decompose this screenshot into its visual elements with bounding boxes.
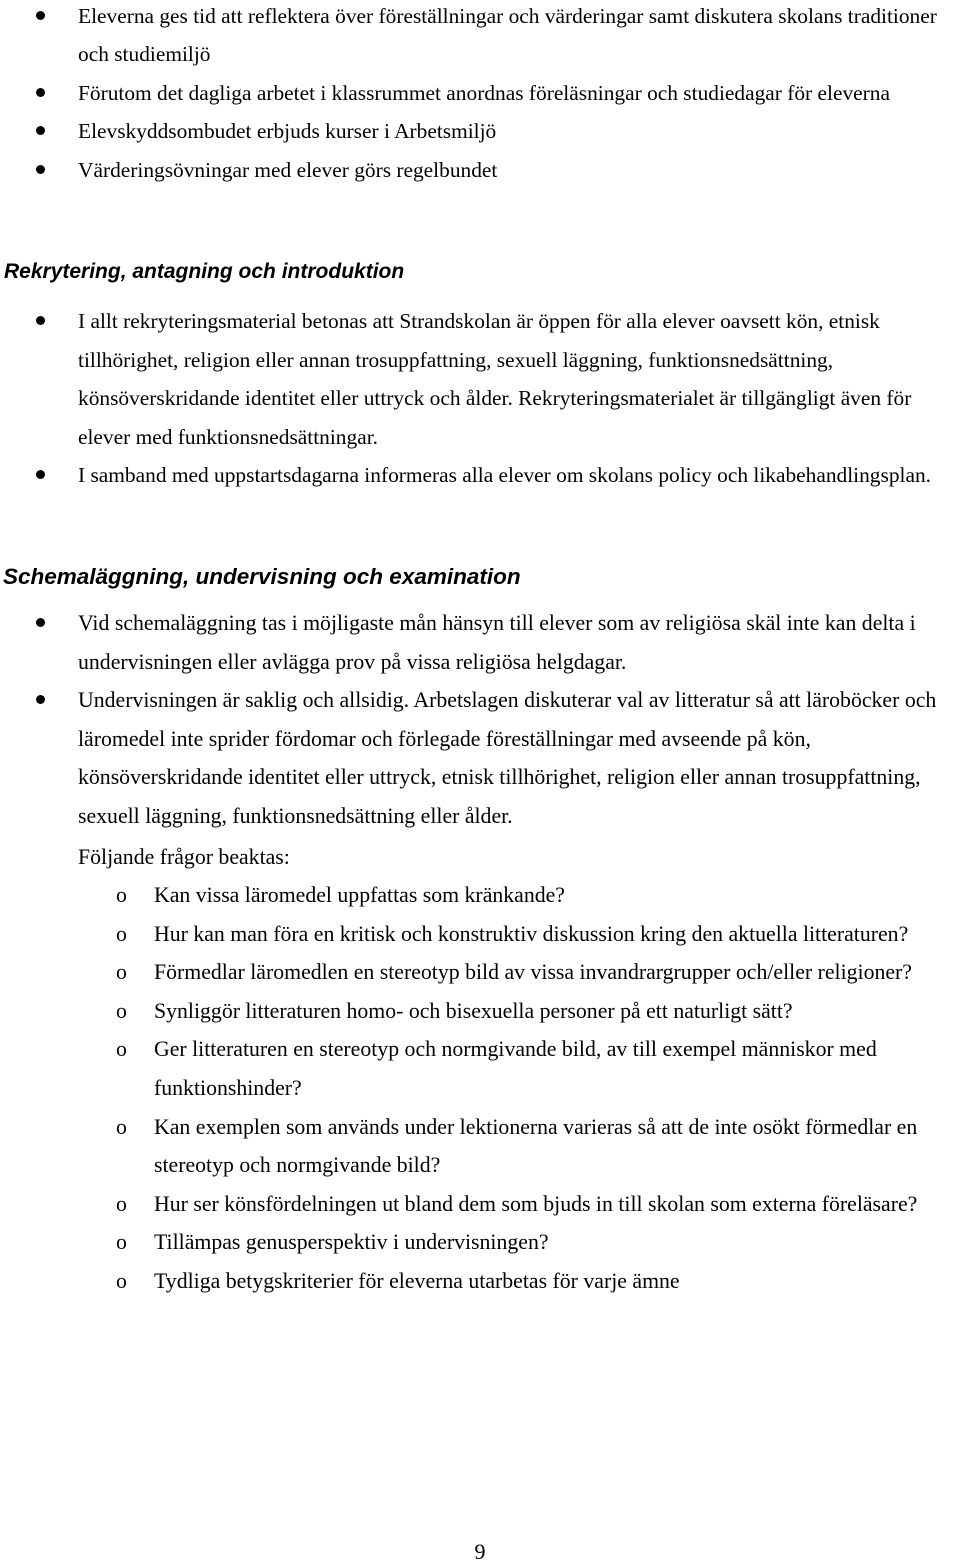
circle-bullet-icon: o <box>116 921 127 946</box>
question-text: Tillämpas genusperspektiv i undervisningen? <box>154 1230 549 1255</box>
bullet-icon <box>36 695 45 704</box>
question-item <box>0 915 960 954</box>
bullet-item <box>0 112 960 150</box>
bullet-icon <box>36 11 45 20</box>
question-item <box>0 953 960 992</box>
circle-bullet-icon: o <box>116 1114 127 1139</box>
questions-list <box>0 876 960 1301</box>
bullet-icon <box>36 165 45 174</box>
question-text: Hur kan man föra en kritisk och konstruktiv diskussion kring den aktuella litteraturen? <box>154 921 909 946</box>
bullet-item <box>0 151 960 189</box>
bullet-text: Eleverna ges tid att reflektera över föreställningar och värderingar samt diskutera skolans traditioner och studiemiljö <box>78 4 937 67</box>
section-heading-recruitment: Rekrytering, antagning och introduktion <box>4 260 405 283</box>
bullet-item <box>0 0 960 74</box>
bullet-item <box>0 302 960 456</box>
scheduling-bullet-list <box>0 604 960 836</box>
bullet-icon <box>36 88 45 97</box>
circle-bullet-icon: o <box>116 883 127 907</box>
recruitment-bullet-list <box>0 302 960 495</box>
question-item <box>0 1262 960 1301</box>
bullet-item <box>0 681 960 835</box>
question-text: Synliggör litteraturen homo- och bisexuella personer på ett naturligt sätt? <box>154 998 793 1023</box>
bullet-text: Undervisningen är saklig och allsidig. Arbetslagen diskuterar val av litteratur så att läroböcker och läromedel inte sprider fördomar och förlegade föreställningar med avseende på kön, könsöverskridande identitet eller uttryck, etnisk tillhörighet, religion eller annan trosuppfattning, sexuell läggning, funktionsnedsättning eller ålder. <box>78 688 937 828</box>
question-item <box>0 1185 960 1224</box>
bullet-icon <box>36 470 45 479</box>
bullet-text: Förutom det dagliga arbetet i klassrummet anordnas föreläsningar och studiedagar för eleverna <box>78 80 890 105</box>
circle-bullet-icon: o <box>116 1191 127 1216</box>
circle-bullet-icon: o <box>116 1230 127 1255</box>
bullet-text: Vid schemaläggning tas i möjligaste mån hänsyn till elever som av religiösa skäl inte kan delta i undervisningen eller avlägga prov på vissa religiösa helgdagar. <box>78 611 916 674</box>
question-item <box>0 992 960 1031</box>
question-text: Kan exemplen som används under lektionerna varieras så att de inte osökt förmedlar en stereotyp och normgivande bild? <box>154 1114 918 1178</box>
page-number: 9 <box>474 1539 486 1564</box>
intro-bullet-list <box>0 0 960 189</box>
bullet-text: Elevskyddsombudet erbjuds kurser i Arbetsmiljö <box>78 119 497 144</box>
bullet-text: Värderingsövningar med elever görs regelbundet <box>78 157 498 182</box>
bullet-icon <box>36 126 45 135</box>
bullet-item <box>0 604 960 681</box>
question-item <box>0 1223 960 1262</box>
question-item <box>0 1030 960 1107</box>
bullet-icon <box>36 316 45 325</box>
circle-bullet-icon: o <box>116 998 127 1023</box>
circle-bullet-icon: o <box>116 960 127 985</box>
bullet-icon <box>36 618 45 627</box>
circle-bullet-icon: o <box>116 1268 127 1293</box>
question-text: Förmedlar läromedlen en stereotyp bild av vissa invandrargrupper och/eller religioner? <box>154 960 912 985</box>
bullet-item <box>0 456 960 495</box>
question-text: Hur ser könsfördelningen ut bland dem som bjuds in till skolan som externa föreläsare? <box>154 1191 918 1216</box>
circle-bullet-icon: o <box>116 1037 127 1062</box>
questions-label: Följande frågor beaktas: <box>78 845 290 869</box>
bullet-text: I allt rekryteringsmaterial betonas att Strandskolan är öppen för alla elever oavsett kön, etnisk tillhörighet, religion eller annan trosuppfattning, sexuell läggning, funktionsnedsättning, könsöverskridande identitet eller uttryck och ålder. Rekryteringsmaterialet är tillgängligt även för elever med funktionsnedsättningar. <box>78 309 912 449</box>
question-text: Kan vissa läromedel uppfattas som kränkande? <box>154 883 565 907</box>
question-item <box>0 876 960 915</box>
bullet-item <box>0 74 960 112</box>
bullet-text: I samband med uppstartsdagarna informeras alla elever om skolans policy och likabehandlingsplan. <box>78 463 931 487</box>
question-text: Tydliga betygskriterier för eleverna utarbetas för varje ämne <box>154 1268 680 1293</box>
section-heading-scheduling: Schemaläggning, undervisning och examination <box>3 564 521 589</box>
question-item <box>0 1108 960 1185</box>
question-text: Ger litteraturen en stereotyp och normgivande bild, av till exempel människor med funktionshinder? <box>154 1037 877 1100</box>
